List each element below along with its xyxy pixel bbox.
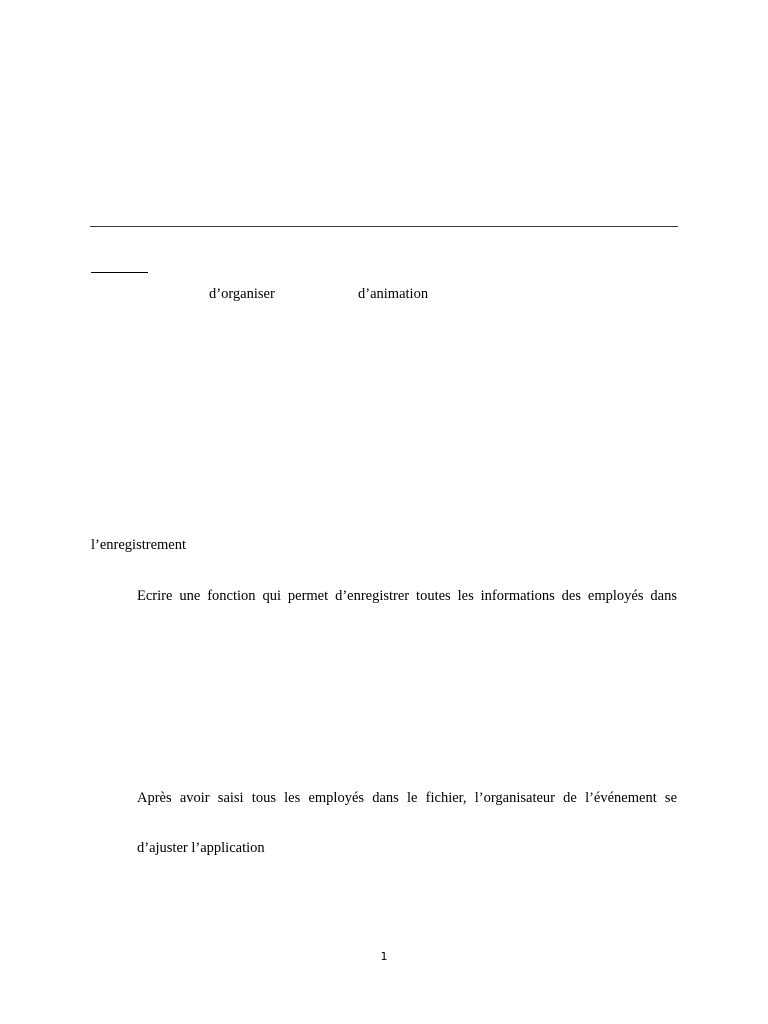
- paragraph-ecrire: Ecrire une fonction qui permet d’enregistrer toutes les informations des employés dans: [137, 588, 677, 604]
- horizontal-rule: [90, 226, 678, 227]
- fragment-organiser: d’organiser: [209, 286, 275, 302]
- fragment-animation: d’animation: [358, 286, 429, 302]
- paragraph-ajuster: d’ajuster l’application: [137, 840, 265, 856]
- page-number: 1: [380, 950, 388, 963]
- heading-underline: [91, 272, 148, 273]
- fragment-enregistrement: l’enregistrement: [91, 537, 187, 553]
- paragraph-apres: Après avoir saisi tous les employés dans le fichier, l’organisateur de l’événement se: [137, 790, 677, 806]
